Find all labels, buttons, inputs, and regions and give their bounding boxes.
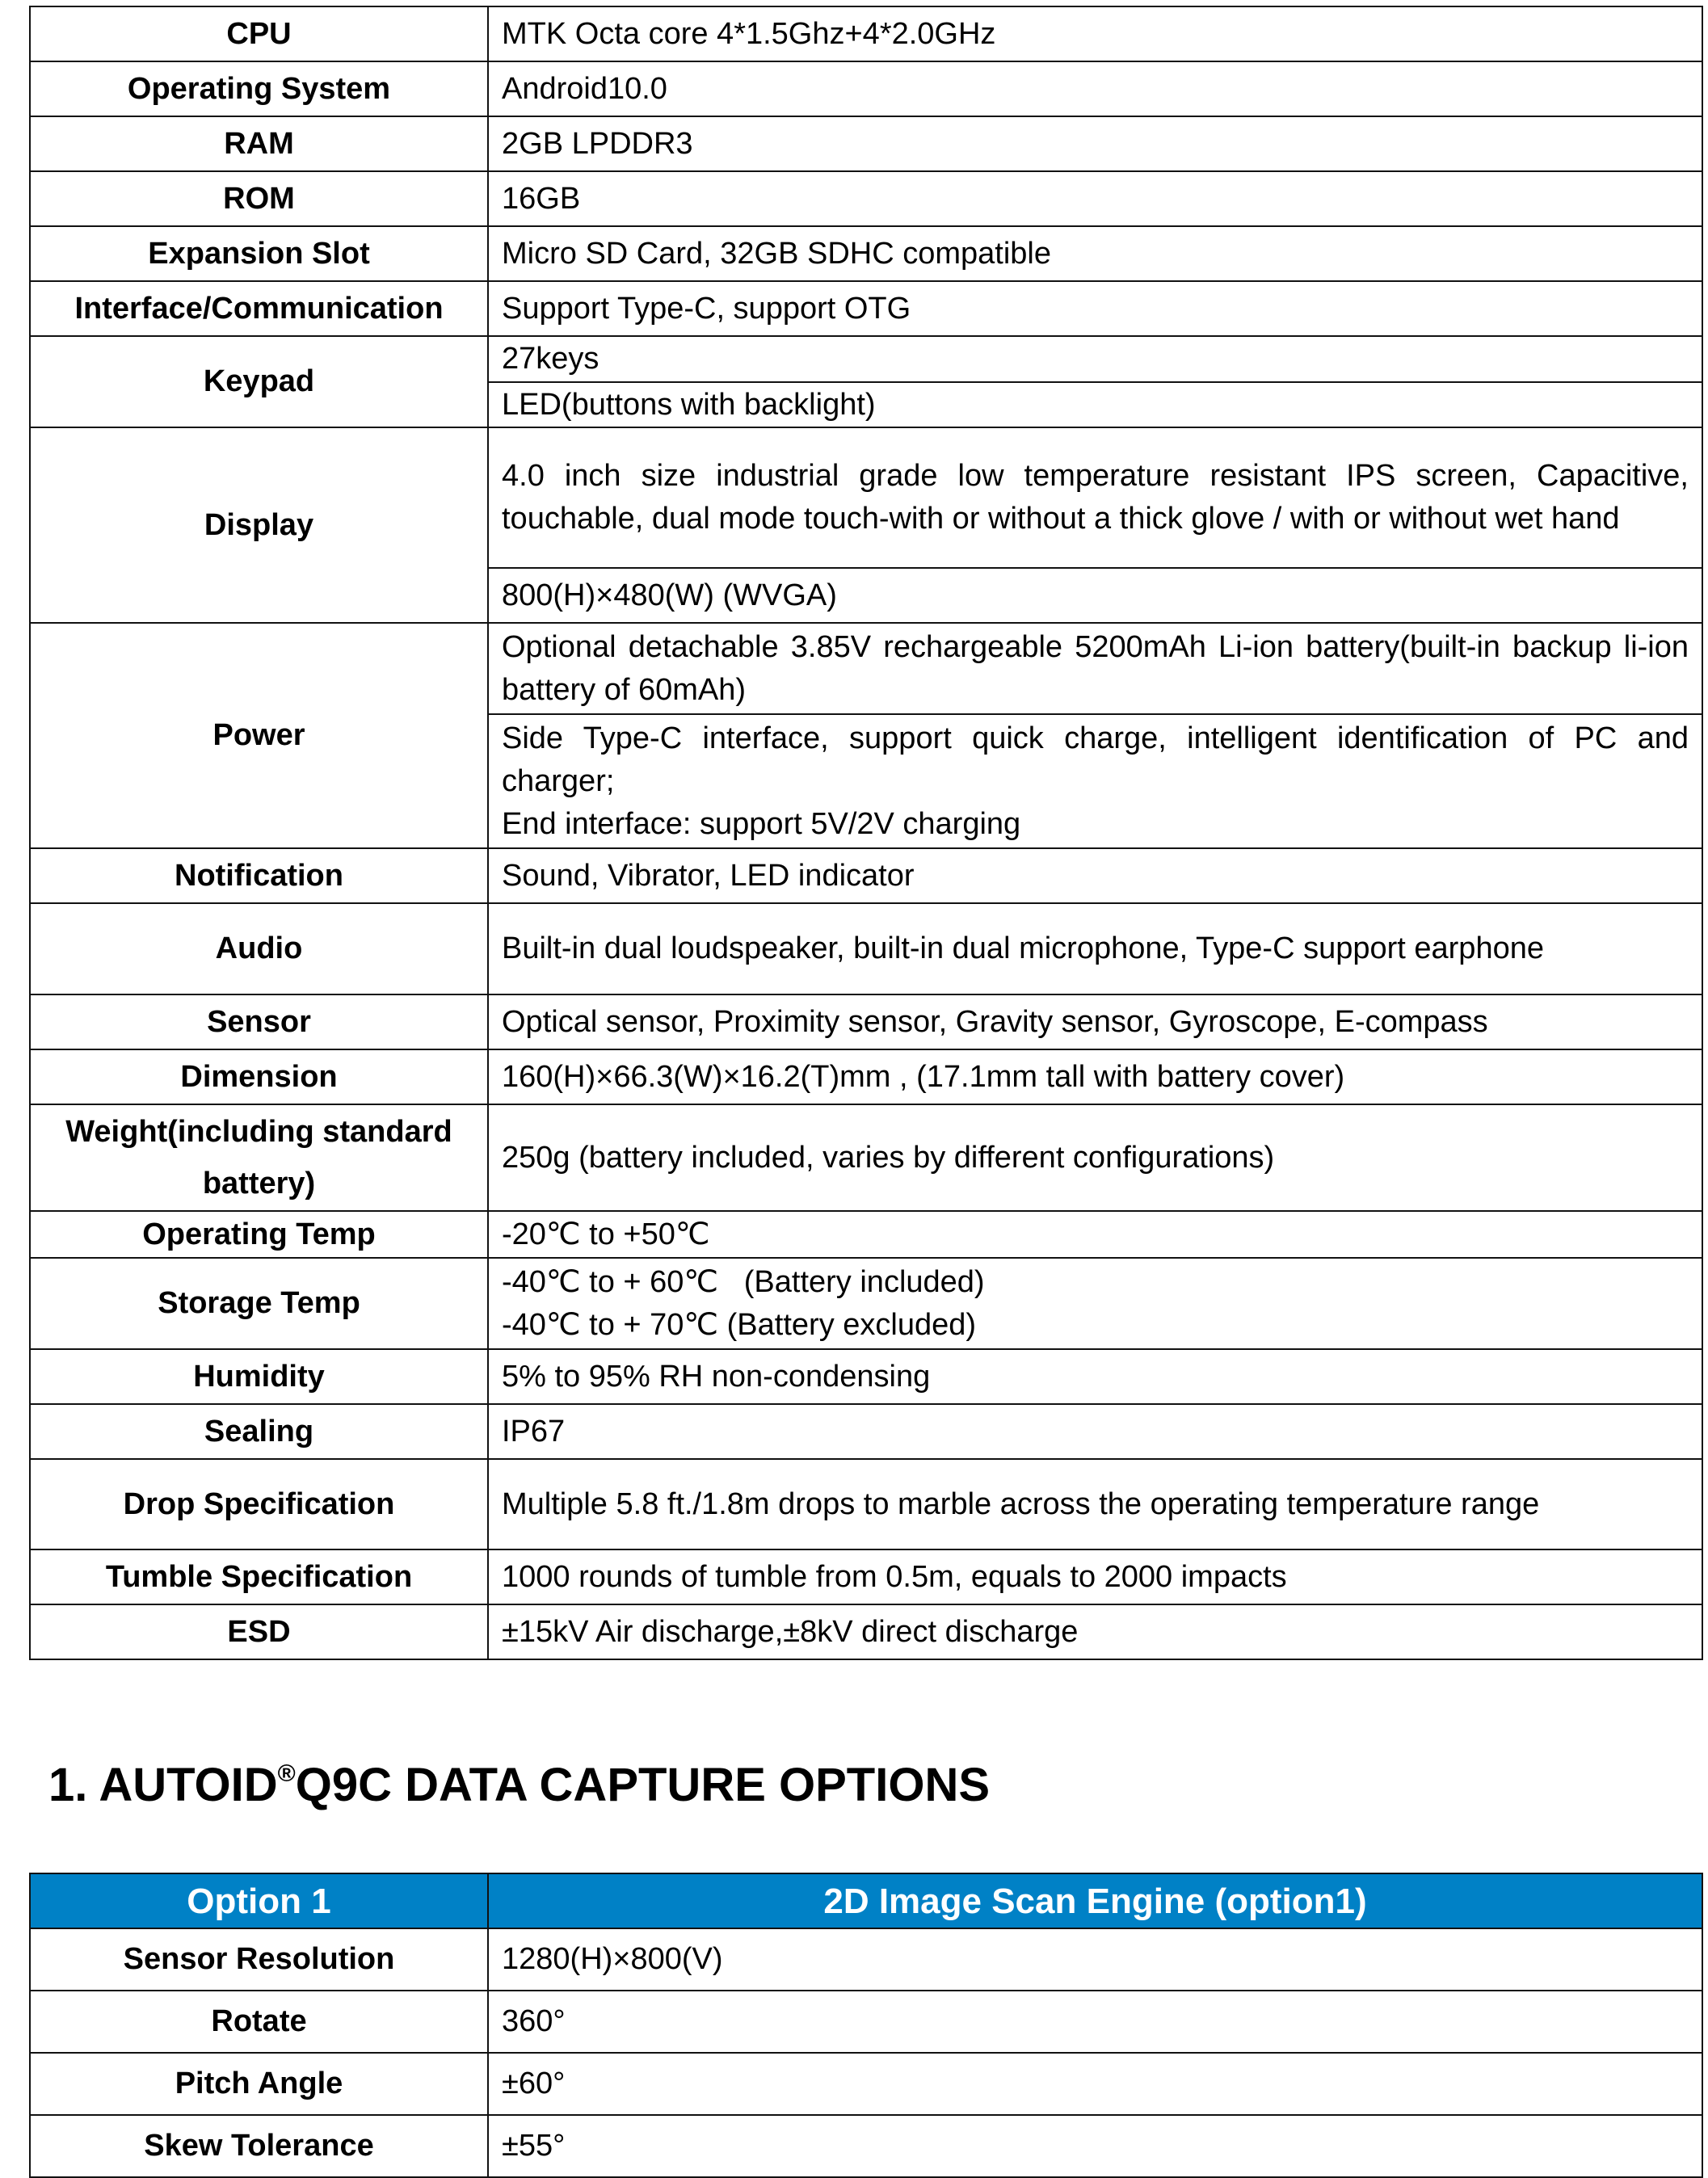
spec-value: LED(buttons with backlight) [488, 382, 1702, 427]
spec-value: Optical sensor, Proximity sensor, Gravity sensor, Gyroscope, E-compass [488, 994, 1702, 1049]
option-value: 1280(H)×800(V) [488, 1928, 1702, 1991]
spec-value: Multiple 5.8 ft./1.8m drops to marble across the operating temperature range [488, 1459, 1702, 1549]
spec-label: Humidity [30, 1349, 488, 1404]
table-header-row [30, 1873, 1702, 1928]
spec-value: 5% to 95% RH non-condensing [488, 1349, 1702, 1404]
table-row [30, 116, 1702, 171]
spec-label: Sealing [30, 1404, 488, 1459]
option-label: Rotate [30, 1991, 488, 2053]
spec-label: Audio [30, 903, 488, 994]
option-value: ±55° [488, 2115, 1702, 2177]
table-row [30, 1349, 1702, 1404]
spec-label: Operating System [30, 61, 488, 116]
spec-value: 27keys [488, 336, 1702, 382]
table-row [30, 2115, 1702, 2177]
section-title-rest: Q9C DATA CAPTURE OPTIONS [295, 1759, 991, 1811]
spec-label: Tumble Specification [30, 1549, 488, 1604]
spec-label: Operating Temp [30, 1211, 488, 1258]
table-row [30, 6, 1702, 61]
spec-value: 160(H)×66.3(W)×16.2(T)mm , (17.1mm tall with battery cover) [488, 1049, 1702, 1104]
table-row [30, 623, 1702, 714]
table-row [30, 427, 1702, 568]
spec-label: Power [30, 623, 488, 848]
table-row [30, 1991, 1702, 2053]
section-heading [48, 1758, 990, 1812]
table-row [30, 281, 1702, 336]
spec-value: ±15kV Air discharge,±8kV direct discharge [488, 1604, 1702, 1659]
spec-value-multi [488, 714, 1702, 848]
option-label: Skew Tolerance [30, 2115, 488, 2177]
table-row [30, 1404, 1702, 1459]
table-row [30, 1928, 1702, 1991]
table-row [30, 994, 1702, 1049]
spec-value: 4.0 inch size industrial grade low temperature resistant IPS screen, Capacitive, touchable, dual mode touch-with or without a thick glove / with or without wet hand [488, 427, 1702, 568]
spec-value: Micro SD Card, 32GB SDHC compatible [488, 226, 1702, 281]
spec-value: 2GB LPDDR3 [488, 116, 1702, 171]
header-option: Option 1 [30, 1873, 488, 1928]
spec-value: Android10.0 [488, 61, 1702, 116]
option-value: ±60° [488, 2053, 1702, 2115]
table-row [30, 1549, 1702, 1604]
specifications-table [29, 6, 1703, 1660]
spec-value: Support Type-C, support OTG [488, 281, 1702, 336]
spec-value: 250g (battery included, varies by different configurations) [488, 1104, 1702, 1211]
spec-label: ROM [30, 171, 488, 226]
spec-value: -20℃ to +50℃ [488, 1211, 1702, 1258]
table-row [30, 61, 1702, 116]
spec-value-line: End interface: support 5V/2V charging [502, 806, 1021, 841]
spec-value: Optional detachable 3.85V rechargeable 5200mAh Li-ion battery(built-in backup li-ion battery of 60mAh) [488, 623, 1702, 714]
table-row [30, 1604, 1702, 1659]
table-row [30, 1258, 1702, 1349]
spec-label: Notification [30, 848, 488, 903]
spec-label: Storage Temp [30, 1258, 488, 1349]
spec-label: Weight(including standard battery) [30, 1104, 488, 1211]
spec-label: Keypad [30, 336, 488, 427]
table-row [30, 1104, 1702, 1211]
spec-label: Drop Specification [30, 1459, 488, 1549]
spec-label: RAM [30, 116, 488, 171]
spec-value: 1000 rounds of tumble from 0.5m, equals to 2000 impacts [488, 1549, 1702, 1604]
table-row [30, 1459, 1702, 1549]
table-row [30, 1049, 1702, 1104]
section-title-brand: AUTOID [99, 1759, 278, 1811]
spec-value: IP67 [488, 1404, 1702, 1459]
table-row [30, 2053, 1702, 2115]
table-row [30, 848, 1702, 903]
section-number: 1. [48, 1759, 88, 1811]
spec-label: CPU [30, 6, 488, 61]
spec-label: ESD [30, 1604, 488, 1659]
spec-label: Interface/Communication [30, 281, 488, 336]
table-row [30, 1211, 1702, 1258]
header-engine: 2D Image Scan Engine (option1) [488, 1873, 1702, 1928]
spec-label: Dimension [30, 1049, 488, 1104]
table-row [30, 226, 1702, 281]
spec-value-line: Side Type-C interface, support quick charge, intelligent identification of PC and charger; [502, 721, 1689, 798]
option-label: Sensor Resolution [30, 1928, 488, 1991]
spec-label: Sensor [30, 994, 488, 1049]
table-row [30, 336, 1702, 382]
table-row [30, 171, 1702, 226]
spec-value: Sound, Vibrator, LED indicator [488, 848, 1702, 903]
spec-label: Expansion Slot [30, 226, 488, 281]
table-row [30, 903, 1702, 994]
option-value: 360° [488, 1991, 1702, 2053]
spec-value-line: -40℃ to + 70℃ (Battery excluded) [502, 1307, 977, 1342]
spec-value-multi [488, 1258, 1702, 1349]
spec-value-line: -40℃ to + 60℃ (Battery included) [502, 1264, 985, 1299]
spec-value: 800(H)×480(W) (WVGA) [488, 568, 1702, 623]
spec-value: 16GB [488, 171, 1702, 226]
spec-value: Built-in dual loudspeaker, built-in dual microphone, Type-C support earphone [488, 903, 1702, 994]
data-capture-options-table [29, 1873, 1703, 2178]
option-label: Pitch Angle [30, 2053, 488, 2115]
spec-label: Display [30, 427, 488, 623]
spec-value: MTK Octa core 4*1.5Ghz+4*2.0GHz [488, 6, 1702, 61]
registered-mark-icon: ® [277, 1760, 296, 1787]
